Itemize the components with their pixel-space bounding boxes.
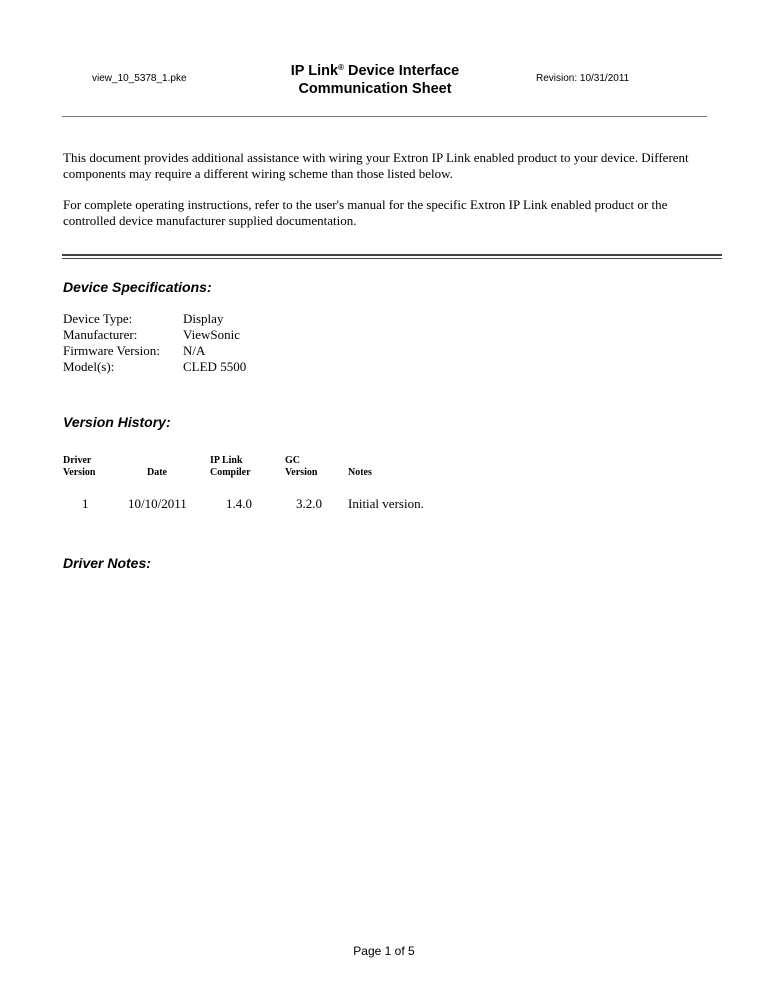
intro-paragraph-2: For complete operating instructions, refer to the user's manual for the specific Extron IP Link enabled product or the controlled device manufacturer supplied documentation. [63, 197, 668, 228]
registered-mark: ® [338, 63, 344, 72]
spec-value: CLED 5500 [183, 359, 247, 374]
spec-row-firmware-version [63, 343, 246, 359]
col-header-gc-version [285, 455, 317, 479]
col-header-date: Date [147, 467, 167, 478]
col-header-driver-version [63, 455, 95, 479]
spec-value: Display [183, 311, 224, 326]
cell-notes: Initial version. [348, 496, 424, 511]
spec-row-manufacturer [63, 327, 246, 343]
col-header-line: Driver [63, 455, 92, 466]
col-header-line: IP Link [210, 455, 243, 466]
section-divider [62, 254, 722, 256]
spec-value: N/A [183, 343, 206, 358]
col-header-line: Version [63, 467, 96, 478]
cell-gc-version: 3.2.0 [296, 496, 322, 511]
intro-paragraph-1: This document provides additional assistance with wiring your Extron IP Link enabled product to your device. Different components may require a different wiring scheme than those listed below. [63, 150, 689, 181]
spec-label: Device Type: [63, 311, 133, 326]
page-number: Page 1 of 5 [353, 944, 415, 958]
col-header-line: Compiler [210, 467, 251, 478]
cell-compiler: 1.4.0 [226, 496, 252, 511]
col-header-compiler [210, 455, 251, 479]
device-specifications-heading: Device Specifications: [63, 279, 212, 295]
spec-row-models [63, 359, 246, 375]
header-divider [62, 116, 707, 117]
version-history-heading: Version History: [63, 414, 171, 430]
section-divider-secondary [62, 258, 722, 259]
title-product: IP Link [290, 63, 339, 79]
page-title [250, 62, 500, 98]
cell-driver-version: 1 [82, 496, 89, 511]
col-header-line: Version [285, 467, 318, 478]
spec-label: Model(s): [63, 359, 115, 374]
spec-value: ViewSonic [183, 327, 240, 342]
spec-row-device-type [63, 311, 246, 327]
cell-date: 10/10/2011 [128, 496, 187, 511]
revision-date: Revision: 10/31/2011 [536, 73, 630, 84]
title-line2: Communication Sheet [298, 81, 452, 97]
file-name: view_10_5378_1.pke [92, 73, 187, 84]
device-specifications-list [63, 311, 246, 375]
title-suffix: Device Interface [343, 63, 460, 79]
col-header-line: GC [285, 455, 300, 466]
driver-notes-heading: Driver Notes: [63, 555, 151, 571]
spec-label: Firmware Version: [63, 343, 160, 358]
col-header-notes: Notes [348, 467, 372, 478]
spec-label: Manufacturer: [63, 327, 138, 342]
